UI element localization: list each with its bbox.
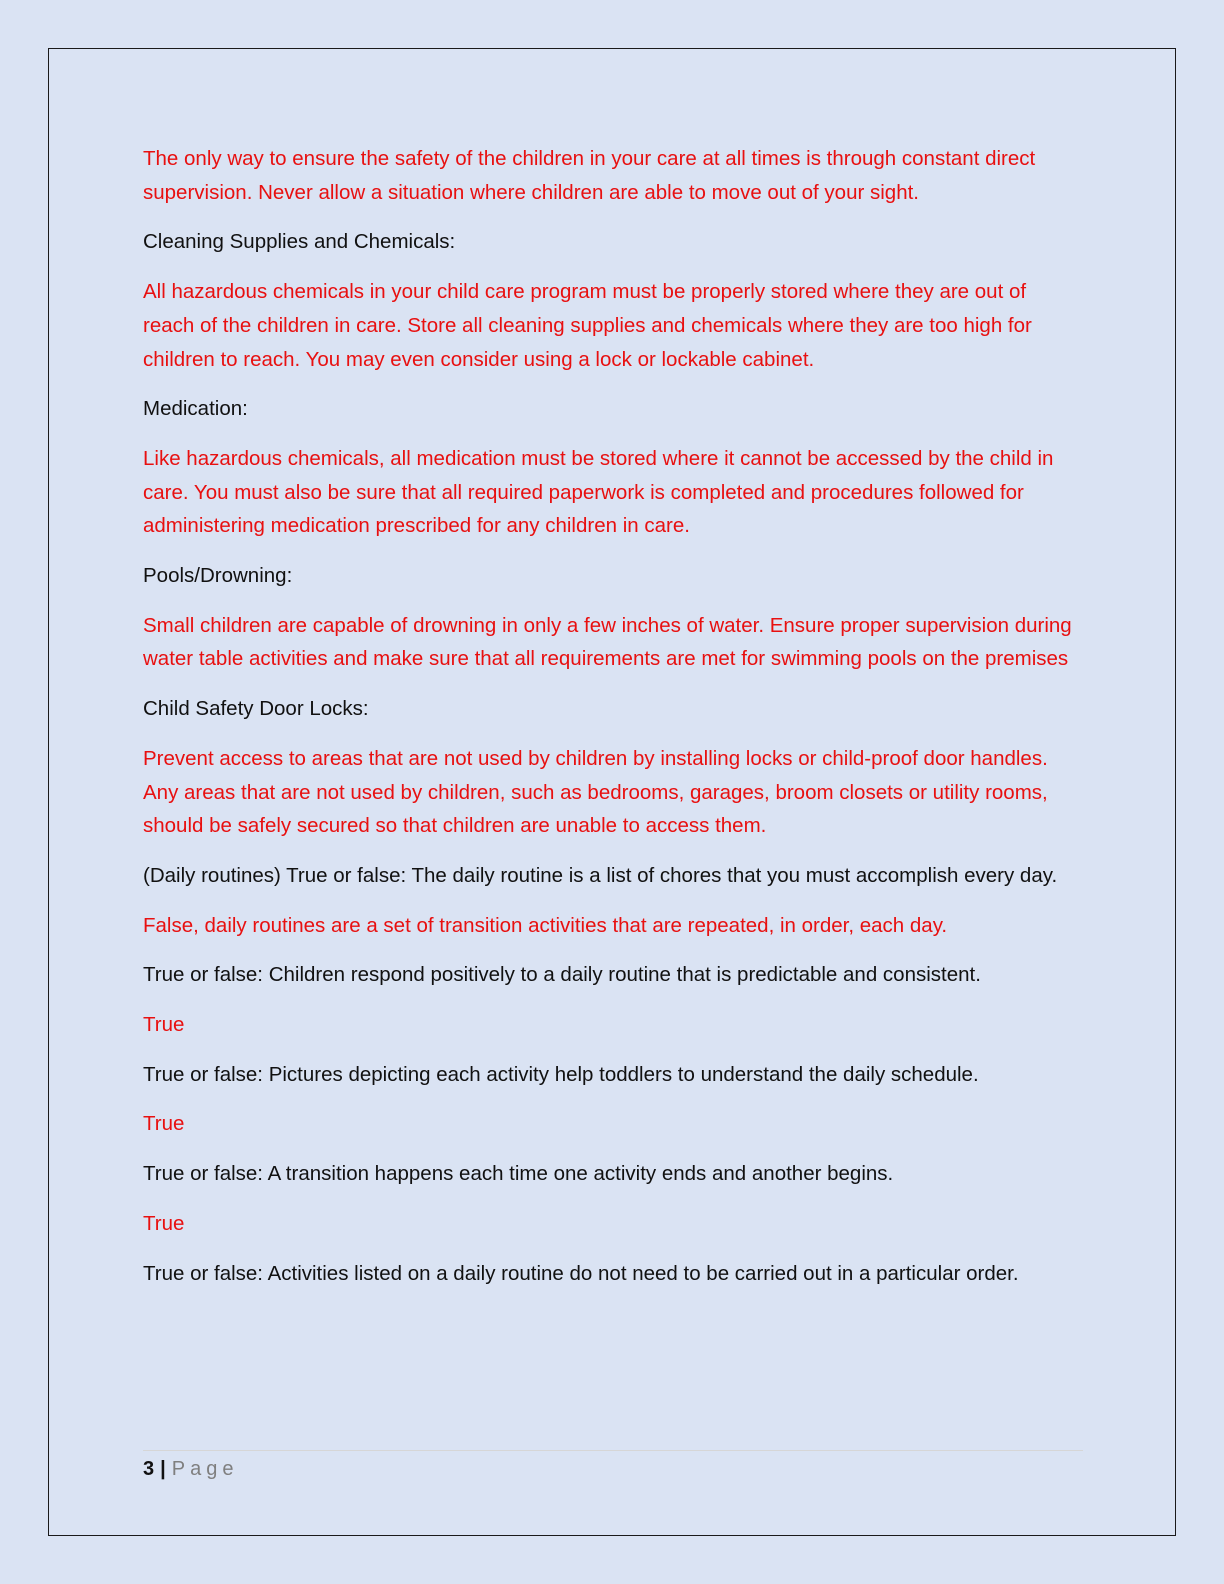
answer: True	[143, 1112, 185, 1136]
section-heading: Pools/Drowning:	[143, 564, 293, 588]
footer-separator: |	[160, 1458, 166, 1480]
section-heading: Cleaning Supplies and Chemicals:	[143, 230, 456, 254]
question: True or false: Children respond positively to a daily routine that is predictable and consistent.	[143, 963, 981, 987]
paragraph: Small children are capable of drowning in only a few inches of water. Ensure proper supervision during water table activities and make sure that all requirements are met for swimming pools on the premises	[143, 613, 1072, 671]
page-label: Page	[171, 1458, 239, 1480]
section-heading: Child Safety Door Locks:	[143, 697, 369, 721]
footer-divider	[143, 1450, 1083, 1451]
page-number: 3	[143, 1458, 155, 1480]
question: True or false: A transition happens each time one activity ends and another begins.	[143, 1162, 894, 1186]
question: (Daily routines) True or false: The daily routine is a list of chores that you must accomplish every day.	[143, 863, 1058, 887]
page-footer	[143, 1456, 238, 1482]
answer: True	[143, 1211, 185, 1235]
answer: True	[143, 1013, 185, 1037]
question: True or false: Activities listed on a daily routine do not need to be carried out in a particular order.	[143, 1261, 1019, 1285]
paragraph: Prevent access to areas that are not used by children by installing locks or child-proof door handles. Any areas that are not used by children, such as bedrooms, garages, broom closets or utility rooms, should be safely secured so that children are unable to access them.	[143, 746, 1048, 838]
paragraph: All hazardous chemicals in your child care program must be properly stored where they are out of reach of the children in care. Store all cleaning supplies and chemicals where they are too high for children to reach. You may even consider using a lock or lockable cabinet.	[143, 280, 1032, 371]
question: True or false: Pictures depicting each activity help toddlers to understand the daily schedule.	[143, 1062, 979, 1086]
paragraph: The only way to ensure the safety of the children in your care at all times is through constant direct supervision. Never allow a situation where children are able to move out of your sight.	[143, 147, 1036, 204]
answer: False, daily routines are a set of transition activities that are repeated, in order, each day.	[143, 913, 948, 937]
section-heading: Medication:	[143, 397, 248, 421]
paragraph: Like hazardous chemicals, all medication must be stored where it cannot be accessed by the child in care. You must also be sure that all required paperwork is completed and procedures followed for administering medication prescribed for any children in care.	[143, 446, 1054, 538]
document-body	[143, 142, 1083, 1306]
